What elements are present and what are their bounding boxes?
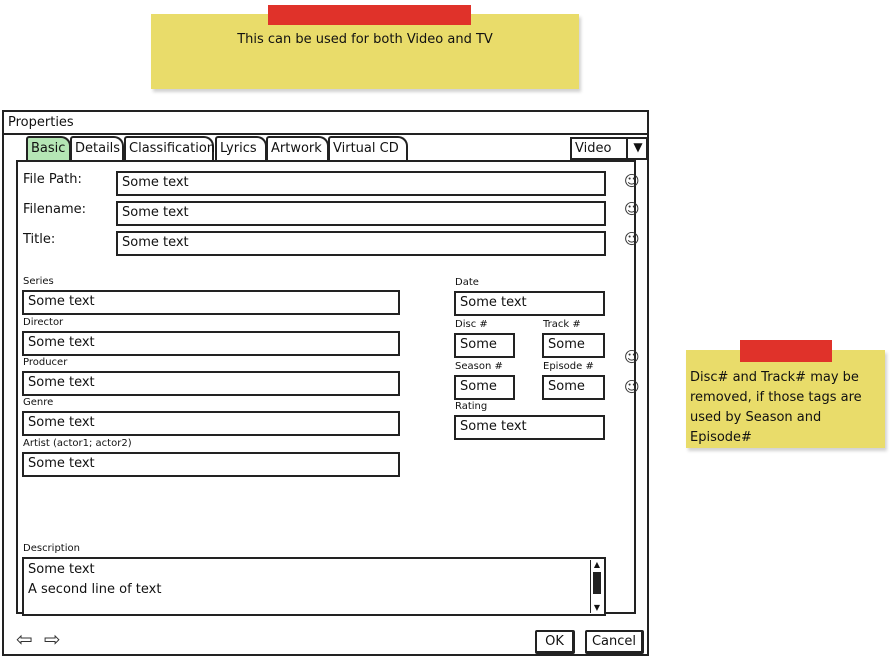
smiley-icon: ☺ — [624, 172, 640, 190]
media-type-select[interactable] — [570, 137, 648, 160]
rating-field[interactable]: Some text — [454, 415, 605, 440]
director-field[interactable]: Some text — [22, 331, 400, 356]
tab-lyrics[interactable]: Lyrics — [215, 136, 267, 160]
tab-virtual-cd[interactable]: Virtual CD — [328, 136, 408, 160]
cancel-button[interactable]: Cancel — [585, 630, 644, 654]
genre-field[interactable]: Some text — [22, 411, 400, 436]
series-label: Series — [23, 276, 54, 287]
episode-label: Episode # — [543, 361, 594, 372]
date-field[interactable]: Some text — [454, 291, 605, 316]
smiley-icon: ☺ — [624, 378, 640, 396]
disc-field[interactable]: Some — [454, 333, 515, 358]
file-path-field[interactable]: Some text — [116, 171, 606, 196]
window-title: Properties — [4, 112, 647, 135]
season-field[interactable]: Some — [454, 375, 515, 400]
artist-label: Artist (actor1; actor2) — [23, 438, 132, 449]
scroll-down-arrow[interactable]: ▼ — [593, 603, 601, 612]
note-right-text: Disc# and Track# may be removed, if those tags are used by Season and Episode# — [690, 370, 862, 445]
scroll-up-arrow[interactable]: ▲ — [593, 560, 601, 569]
tape — [268, 5, 471, 25]
basic-tab-panel — [16, 160, 640, 614]
description-label: Description — [23, 543, 80, 554]
file-path-label: File Path: — [23, 172, 82, 187]
scrollbar[interactable] — [590, 560, 603, 613]
title-label: Title: — [23, 232, 56, 247]
producer-field[interactable]: Some text — [22, 371, 400, 396]
track-field[interactable]: Some — [542, 333, 605, 358]
series-field[interactable]: Some text — [22, 290, 400, 315]
genre-label: Genre — [23, 397, 54, 408]
producer-label: Producer — [23, 357, 68, 368]
artist-field[interactable]: Some text — [22, 452, 400, 477]
smiley-icon: ☺ — [624, 348, 640, 366]
rating-label: Rating — [455, 401, 488, 412]
tab-artwork[interactable]: Artwork — [266, 136, 329, 160]
director-label: Director — [23, 317, 64, 328]
tab-details[interactable]: Details — [70, 136, 124, 160]
back-arrow-icon[interactable]: ⇦ — [16, 627, 33, 651]
filename-label: Filename: — [23, 202, 87, 217]
tab-classification[interactable]: Classification — [124, 136, 214, 160]
filename-field[interactable]: Some text — [116, 201, 606, 226]
tape — [740, 340, 832, 362]
smiley-icon: ☺ — [624, 200, 640, 218]
episode-field[interactable]: Some — [542, 375, 605, 400]
description-line: Some text — [28, 562, 95, 577]
disc-label: Disc # — [455, 319, 488, 330]
tab-basic[interactable]: Basic — [26, 136, 71, 160]
date-label: Date — [455, 277, 479, 288]
note-top-text: This can be used for both Video and TV — [237, 32, 493, 47]
media-type-value: Video — [575, 141, 612, 156]
properties-window — [2, 110, 649, 656]
title-field[interactable]: Some text — [116, 231, 606, 256]
smiley-icon: ☺ — [624, 230, 640, 248]
season-label: Season # — [455, 361, 503, 372]
sticky-note-right — [686, 350, 885, 448]
forward-arrow-icon[interactable]: ⇨ — [44, 627, 61, 651]
description-textarea[interactable] — [22, 557, 606, 616]
description-line: A second line of text — [28, 582, 162, 597]
dropdown-triangle-icon[interactable]: ▼ — [626, 137, 648, 160]
sticky-note-top — [151, 14, 579, 89]
ok-button[interactable]: OK — [535, 630, 575, 654]
track-label: Track # — [543, 319, 581, 330]
scroll-thumb[interactable] — [593, 572, 601, 594]
